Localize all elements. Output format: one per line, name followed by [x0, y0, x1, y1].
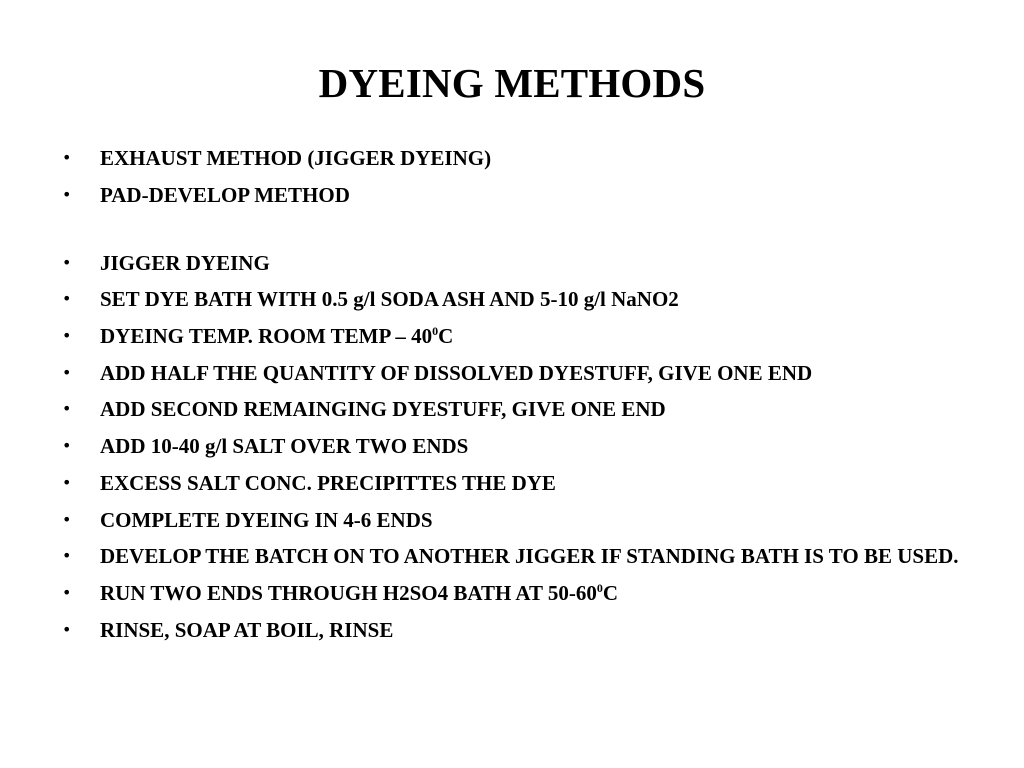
bullet-text: ADD SECOND REMAINGING DYESTUFF, GIVE ONE END	[100, 397, 666, 422]
bullet-text: PAD-DEVELOP METHOD	[100, 182, 350, 207]
list-item	[62, 578, 992, 608]
bullet-icon: •	[62, 472, 72, 492]
list-item	[62, 284, 992, 314]
bullet-text: EXCESS SALT CONC. PRECIPITTES THE DYE	[100, 470, 556, 495]
bullet-text	[100, 581, 618, 605]
bullet-icon: •	[62, 436, 72, 456]
list-item	[62, 541, 992, 571]
bullet-text: COMPLETE DYEING IN 4-6 ENDS	[100, 507, 433, 532]
bullet-icon: •	[62, 289, 72, 309]
bullet-icon: •	[62, 148, 72, 167]
list-item	[62, 505, 992, 535]
bullet-icon: •	[62, 619, 72, 639]
bullet-icon: •	[62, 582, 72, 602]
list-item	[62, 431, 992, 461]
bullet-text: EXHAUST METHOD (JIGGER DYEING)	[100, 146, 492, 170]
bullet-icon: •	[62, 252, 72, 272]
bullet-list	[62, 143, 992, 651]
list-item	[62, 321, 992, 351]
bullet-icon: •	[62, 362, 72, 382]
bullet-icon: •	[62, 399, 72, 419]
bullet-icon: •	[62, 184, 72, 204]
bullet-text	[100, 324, 453, 348]
list-item	[62, 358, 992, 388]
bullet-icon: •	[62, 509, 72, 529]
list-item	[62, 394, 992, 424]
bullet-text-suffix: C	[438, 324, 454, 349]
bullet-text: DEVELOP THE BATCH ON TO ANOTHER JIGGER IF STANDING BATH IS TO BE USED.	[100, 544, 959, 569]
list-item	[62, 180, 992, 210]
superscript: 0	[432, 324, 439, 339]
bullet-text: RINSE, SOAP AT BOIL, RINSE	[100, 617, 394, 642]
list-item	[62, 468, 992, 498]
bullet-text: ADD 10-40 g/l SALT OVER TWO ENDS	[100, 434, 469, 459]
bullet-text: JIGGER DYEING	[100, 250, 270, 275]
superscript: 0	[596, 580, 603, 595]
slide-title: DYEING METHODS	[318, 60, 706, 106]
bullet-text: SET DYE BATH WITH 0.5 g/l SODA ASH AND 5-10 g/l NaNO2	[100, 287, 679, 312]
bullet-icon: •	[62, 546, 72, 566]
list-item	[62, 248, 992, 278]
list-item	[62, 143, 992, 173]
bullet-icon: •	[62, 326, 72, 346]
bullet-text-suffix: C	[602, 580, 619, 605]
bullet-text-main: DYEING TEMP. ROOM TEMP – 40	[100, 324, 433, 349]
list-item	[62, 615, 992, 645]
bullet-text-main: RUN TWO ENDS THROUGH H2SO4 BATH AT 50-60	[100, 580, 597, 605]
bullet-text: ADD HALF THE QUANTITY OF DISSOLVED DYESTUFF, GIVE ONE END	[100, 360, 813, 385]
